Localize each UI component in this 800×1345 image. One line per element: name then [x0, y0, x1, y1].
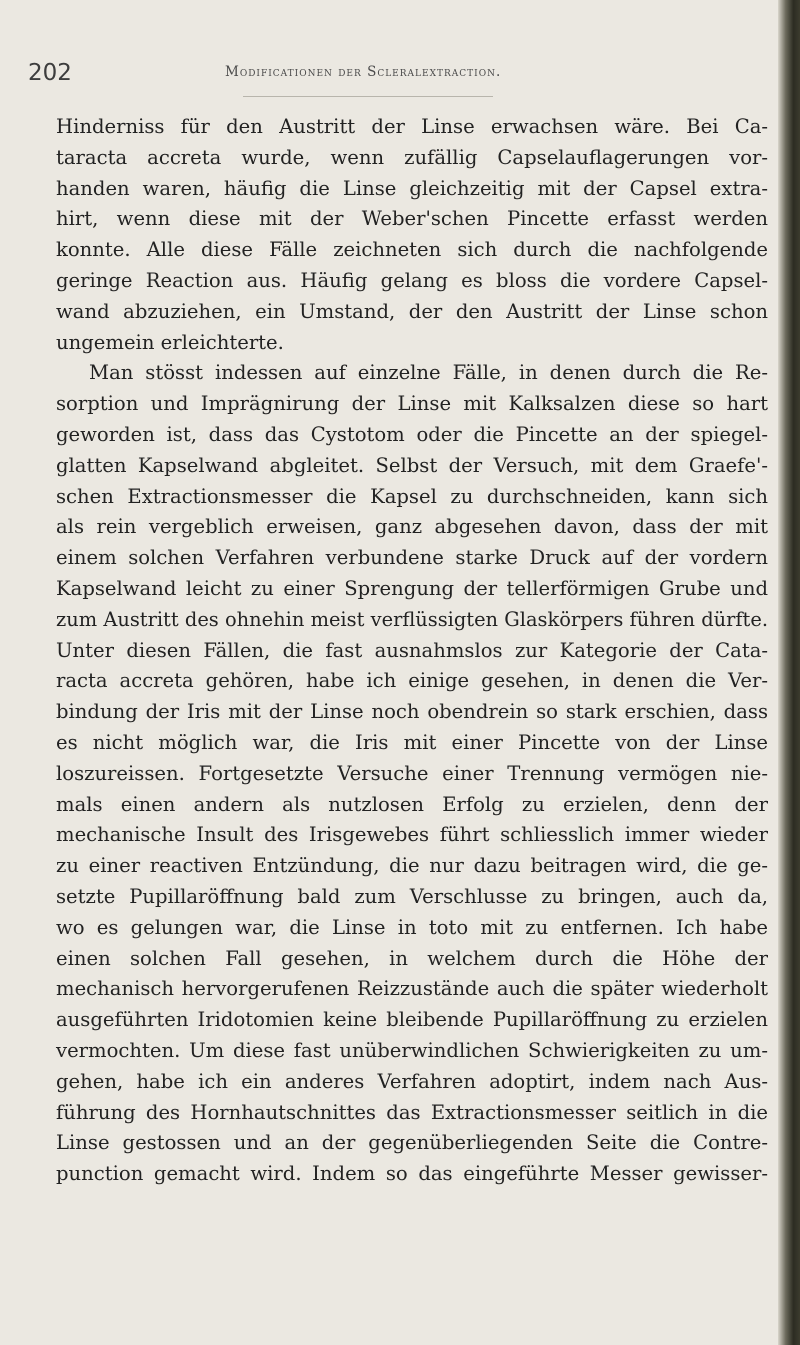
running-head: Modificationen der Scleralextraction. — [225, 64, 502, 80]
page-edge-shadow — [778, 0, 800, 1345]
text-line: vermochten. Um diese fast unüberwindlichen Schwierigkeiten zu um- — [56, 1038, 768, 1062]
text-line: mechanisch hervorgerufenen Reizzustände auch die später wiederholt — [56, 977, 768, 1001]
text-line: racta accreta gehören, habe ich einige gesehen, in denen die Ver- — [56, 669, 768, 693]
paragraph-start-line: Man stösst indessen auf einzelne Fälle, in denen durch die Re- — [89, 361, 768, 385]
text-line: als rein vergeblich erweisen, ganz abgesehen davon, dass der mit — [56, 515, 768, 539]
text-line: geworden ist, dass das Cystotom oder die Pincette an der spiegel- — [56, 422, 768, 446]
text-line: ungemein erleichterte. — [56, 330, 284, 354]
text-line: ausgeführten Iridotomien keine bleibende Pupillaröffnung zu erzielen — [56, 1008, 768, 1032]
text-line: schen Extractionsmesser die Kapsel zu durchschneiden, kann sich — [56, 484, 768, 508]
page-header — [28, 60, 768, 94]
text-line: mechanische Insult des Irisgewebes führt schliesslich immer wieder — [56, 823, 768, 847]
text-line: handen waren, häufig die Linse gleichzeitig mit der Capsel extra- — [56, 176, 768, 200]
text-line: es nicht möglich war, die Iris mit einer Pincette von der Linse — [56, 730, 768, 754]
text-line: konnte. Alle diese Fälle zeichneten sich durch die nachfolgende — [56, 238, 768, 262]
text-line: wand abzuziehen, ein Umstand, der den Austritt der Linse schon — [56, 299, 768, 323]
text-line: Hinderniss für den Austritt der Linse erwachsen wäre. Bei Ca- — [56, 115, 768, 138]
text-line: Kapselwand leicht zu einer Sprengung der tellerförmigen Grube und — [56, 576, 768, 600]
text-line: wo es gelungen war, die Linse in toto mit zu entfernen. Ich habe — [56, 915, 768, 939]
text-line: punction gemacht wird. Indem so das eingeführte Messer gewisser- — [56, 1162, 768, 1186]
text-line: einen solchen Fall gesehen, in welchem durch die Höhe der — [56, 946, 768, 970]
text-line: Unter diesen Fällen, die fast ausnahmslos zur Kategorie der Cata- — [56, 638, 768, 662]
text-line: loszureissen. Fortgesetzte Versuche einer Trennung vermögen nie- — [56, 761, 768, 785]
text-line: mals einen andern als nutzlosen Erfolg zu erzielen, denn der — [56, 792, 768, 816]
text-line: zu einer reactiven Entzündung, die nur dazu beitragen wird, die ge- — [56, 854, 768, 878]
text-line: führung des Hornhautschnittes das Extractionsmesser seitlich in die — [56, 1100, 768, 1124]
text-line: bindung der Iris mit der Linse noch obendrein so stark erschien, dass — [56, 700, 768, 724]
body-text — [56, 112, 768, 1190]
text-line: hirt, wenn diese mit der Weber'schen Pincette erfasst werden — [56, 207, 768, 231]
text-line: gehen, habe ich ein anderes Verfahren adoptirt, indem nach Aus- — [56, 1069, 768, 1093]
text-line: geringe Reaction aus. Häufig gelang es bloss die vordere Capsel- — [56, 268, 768, 292]
text-line: taracta accreta wurde, wenn zufällig Capselauflagerungen vor- — [56, 145, 768, 169]
text-line: glatten Kapselwand abgleitet. Selbst der Versuch, mit dem Graefe'- — [56, 453, 768, 477]
header-rule — [243, 96, 493, 97]
page-number: 202 — [28, 60, 72, 86]
text-line: Linse gestossen und an der gegenüberliegenden Seite die Contre- — [56, 1131, 768, 1155]
text-line: sorption und Imprägnirung der Linse mit Kalksalzen diese so hart — [56, 392, 768, 416]
text-line: zum Austritt des ohnehin meist verflüssigten Glaskörpers führen dürfte. — [56, 607, 768, 631]
text-line: einem solchen Verfahren verbundene starke Druck auf der vordern — [56, 546, 768, 570]
text-line: setzte Pupillaröffnung bald zum Verschlusse zu bringen, auch da, — [56, 884, 768, 908]
